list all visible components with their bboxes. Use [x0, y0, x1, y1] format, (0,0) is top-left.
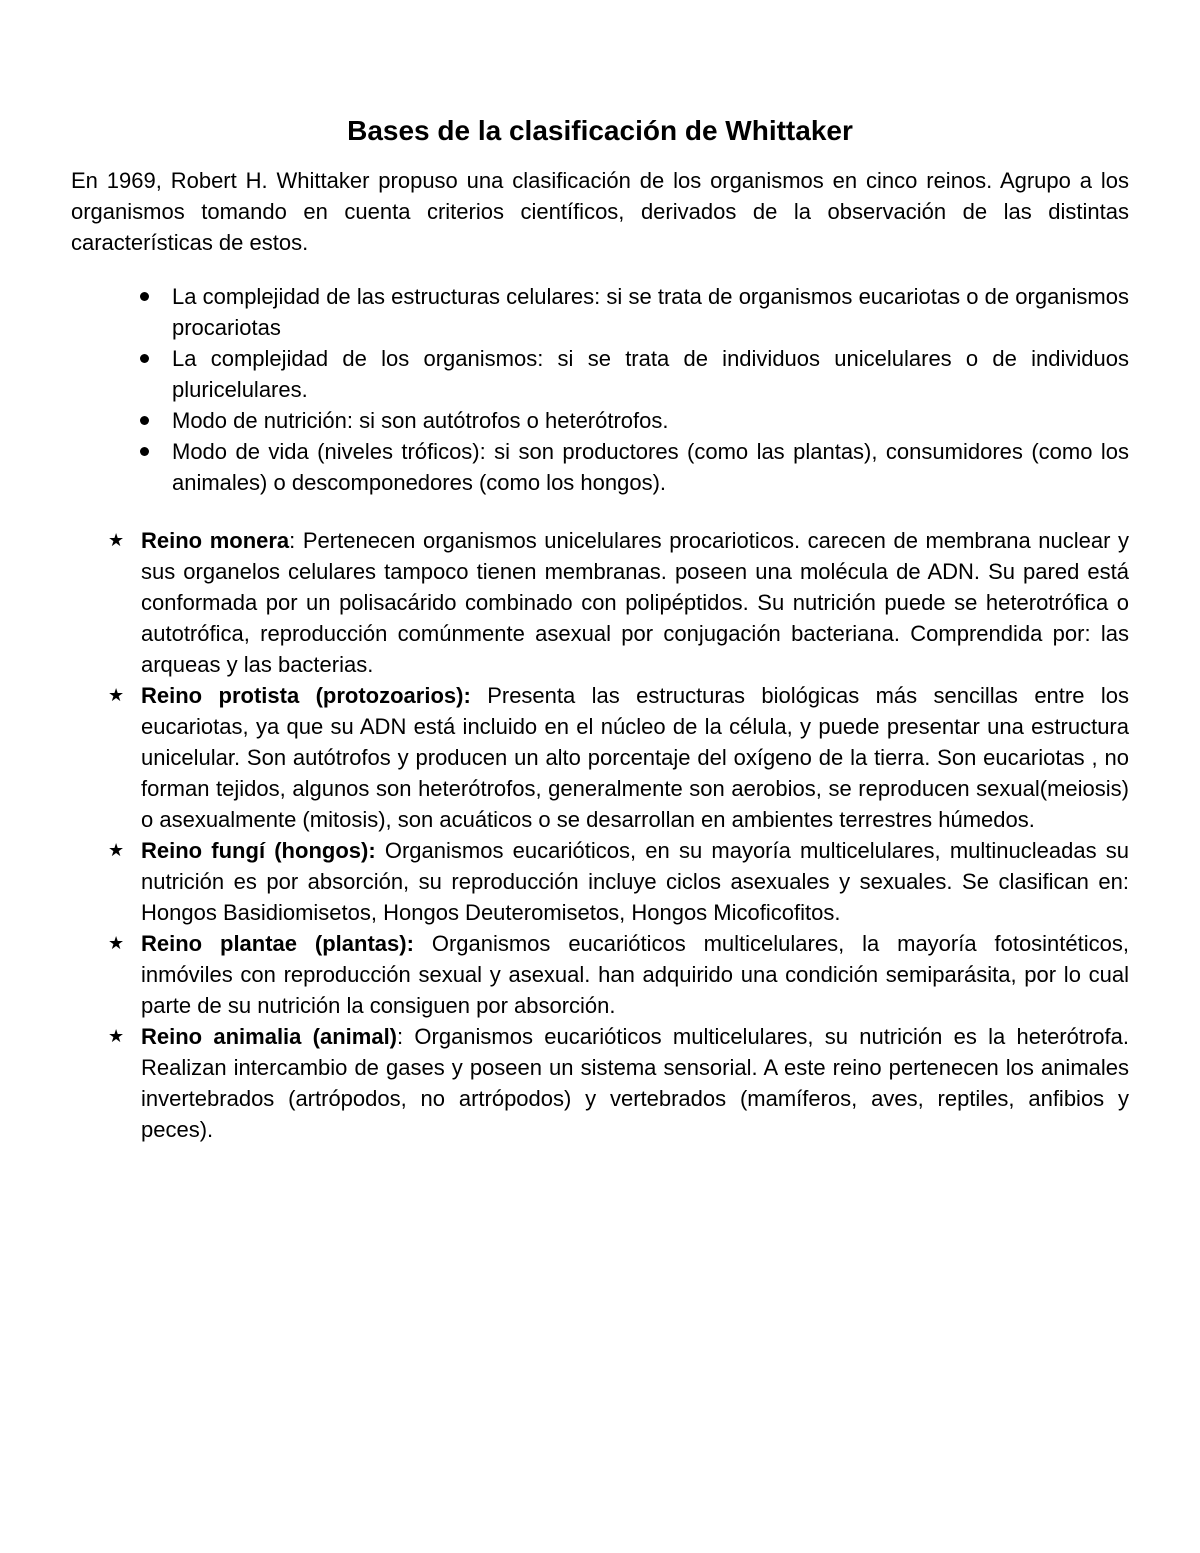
page-title: Bases de la clasificación de Whittaker: [347, 115, 853, 146]
criteria-text: La complejidad de las estructuras celulares: si se trata de organismos eucariotas o de organismos procariotas: [172, 284, 1129, 340]
kingdoms-list: [71, 525, 1129, 1145]
kingdom-item-plantae: [71, 928, 1129, 1021]
kingdom-name: Reino monera: [141, 528, 290, 553]
star-icon: ★: [108, 933, 125, 954]
kingdom-name: Reino animalia (animal): [141, 1024, 398, 1049]
criteria-text: Modo de nutrición: si son autótrofos o heterótrofos.: [172, 408, 669, 433]
kingdom-separator: [471, 683, 487, 708]
star-icon: ★: [108, 840, 125, 861]
kingdom-name: Reino protista (protozoarios):: [141, 683, 471, 708]
criteria-text: Modo de vida (niveles tróficos): si son productores (como las plantas), consumidores (como los animales) o descomponedores (como los hongos).: [172, 439, 1129, 495]
criteria-text: La complejidad de los organismos: si se trata de individuos unicelulares o de individuos pluricelulares.: [172, 346, 1129, 402]
bullet-icon: [140, 416, 149, 425]
star-icon: ★: [108, 685, 125, 706]
bullet-icon: [140, 292, 149, 301]
criteria-item: [71, 281, 1129, 343]
kingdom-separator: [376, 838, 385, 863]
criteria-list: [71, 281, 1129, 498]
bullet-icon: [140, 447, 149, 456]
star-icon: ★: [108, 1026, 125, 1047]
bullet-icon: [140, 354, 149, 363]
kingdom-description: Organismos eucarióticos multicelulares, la mayoría fotosintéticos, inmóviles con reproducción sexual y asexual. han adquirido una condición semiparásita, por lo cual parte de su nutrición la consiguen por absorción.: [141, 931, 1129, 1018]
kingdom-separator: :: [397, 1024, 415, 1049]
kingdom-description: Organismos eucarióticos multicelulares, su nutrición es la heterótrofa. Realizan intercambio de gases y poseen un sistema sensorial. A este reino pertenecen los animales invertebrados (artrópodos, no artrópodos) y vertebrados (mamíferos, aves, reptiles, anfibios y peces).: [141, 1024, 1130, 1142]
criteria-item: [71, 405, 1129, 436]
criteria-item: [71, 436, 1129, 498]
criteria-item: [71, 343, 1129, 405]
kingdom-item-monera: [71, 525, 1129, 680]
kingdom-separator: [414, 931, 432, 956]
document-page: [71, 113, 1129, 1145]
kingdom-item-animalia: [71, 1021, 1129, 1145]
kingdom-name: Reino plantae (plantas):: [141, 931, 414, 956]
kingdom-description: Organismos eucarióticos, en su mayoría multicelulares, multinucleadas su nutrición es por absorción, su reproducción incluye ciclos asexuales y sexuales. Se clasifican en: Hongos Basidiomisetos, Hongos Deuteromisetos, Hongos Micoficofitos.: [141, 838, 1129, 925]
kingdom-item-protista: [71, 680, 1129, 835]
star-icon: ★: [108, 530, 125, 551]
kingdom-description: Presenta las estructuras biológicas más sencillas entre los eucariotas, ya que su ADN está incluido en el núcleo de la célula, y puede presentar una estructura unicelular. Son autótrofos y producen un alto porcentaje del oxígeno de la tierra. Son eucariotas , no forman tejidos, algunos son heterótrofos, generalmente son aerobios, se reproducen sexual(meiosis) o asexualmente (mitosis), son acuáticos o se desarrollan en ambientes terrestres húmedos.: [141, 683, 1129, 832]
kingdom-name: Reino fungí (hongos):: [141, 838, 376, 863]
intro-paragraph: En 1969, Robert H. Whittaker propuso una clasificación de los organismos en cinco reinos. Agrupo a los organismos tomando en cuenta criterios científicos, derivados de la observación de las distintas características de estos.: [71, 168, 1129, 255]
kingdom-description: Pertenecen organismos unicelulares procarioticos. carecen de membrana nuclear y sus organelos celulares tampoco tienen membranas. poseen una molécula de ADN. Su pared está conformada por un polisacárido combinado con polipéptidos. Su nutrición puede se heterotrófica o autotrófica, reproducción comúnmente asexual por conjugación bacteriana. Comprendida por: las arqueas y las bacterias.: [141, 528, 1130, 677]
kingdom-item-fungi: [71, 835, 1129, 928]
kingdom-separator: :: [289, 528, 303, 553]
